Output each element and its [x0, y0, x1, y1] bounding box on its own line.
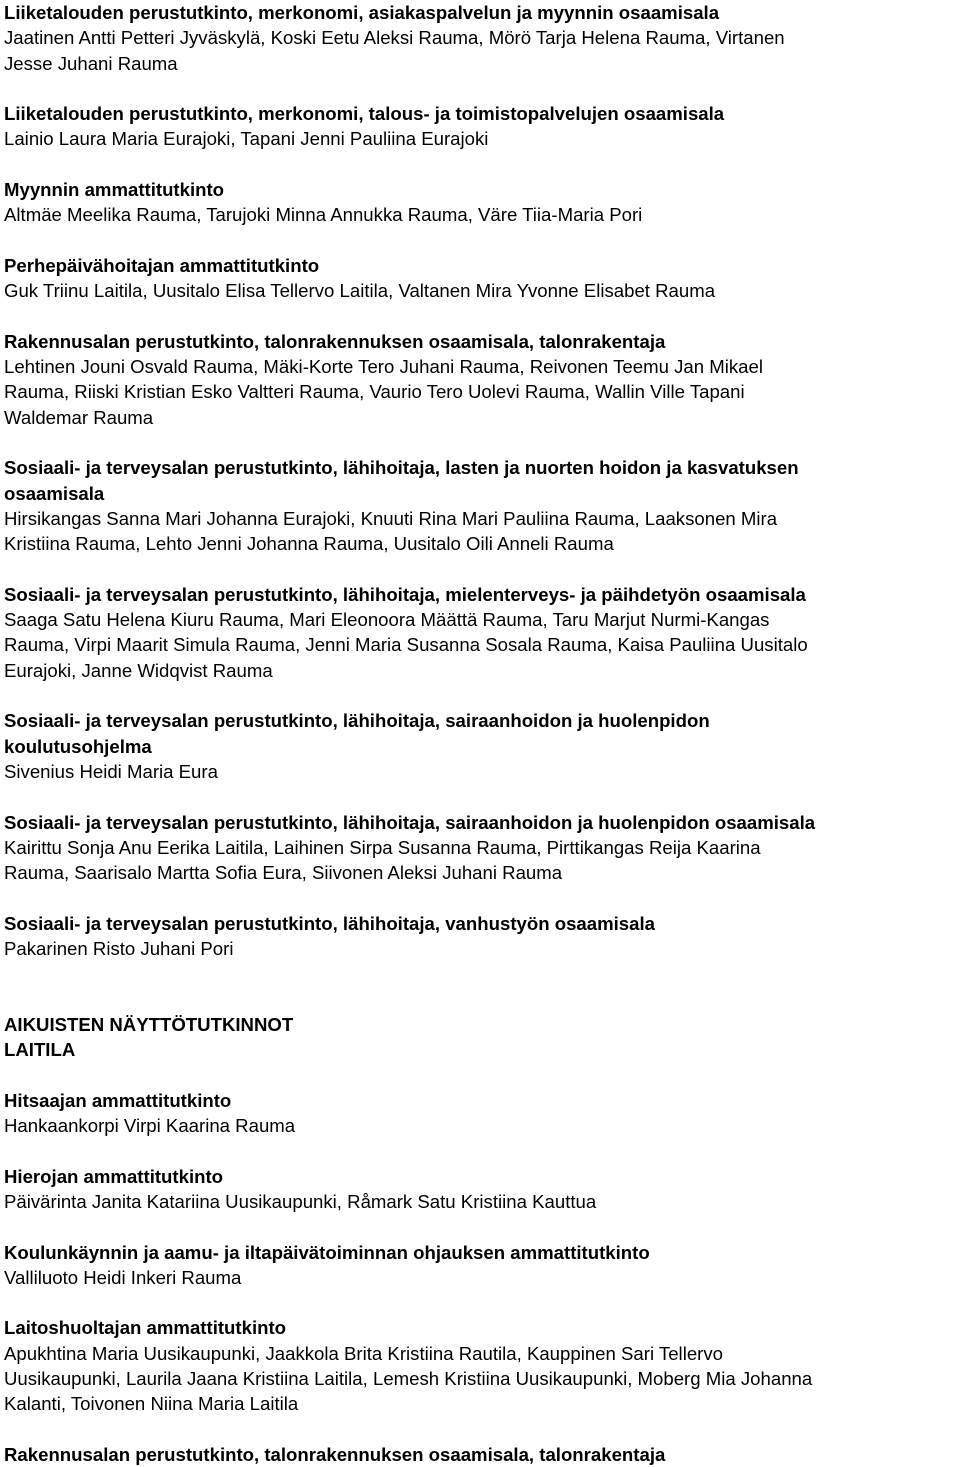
degree-heading: Sosiaali- ja terveysalan perustutkinto, lähihoitaja, lasten ja nuorten hoidon ja kasvatuksen [4, 457, 799, 479]
degree-section [4, 329, 956, 430]
spacer [4, 152, 956, 177]
degree-section [4, 1240, 956, 1291]
graduate-names: Eurajoki, Janne Widqvist Rauma [4, 659, 273, 681]
part2-sections [4, 1088, 956, 1467]
graduate-names: Guk Triinu Laitila, Uusitalo Elisa Tellervo Laitila, Valtanen Mira Yvonne Elisabet Rauma [4, 280, 716, 302]
graduate-names: Kalanti, Toivonen Niina Maria Laitila [4, 1393, 299, 1415]
graduate-names: Rauma, Virpi Maarit Simula Rauma, Jenni Maria Susanna Sosala Rauma, Kaisa Pauliina Uusitalo [4, 634, 808, 656]
section-title: AIKUISTEN NÄYTTÖTUTKINNOT [4, 1013, 294, 1035]
section-location: LAITILA [4, 1039, 76, 1061]
spacer [4, 784, 956, 809]
degree-section [4, 1088, 956, 1139]
graduate-names: Hankaankorpi Virpi Kaarina Rauma [4, 1115, 296, 1137]
graduate-names: Altmäe Meelika Rauma, Tarujoki Minna Annukka Rauma, Väre Tiia-Maria Pori [4, 204, 643, 226]
degree-section [4, 911, 956, 962]
graduate-names: Rauma, Riiski Kristian Esko Valtteri Rauma, Vaurio Tero Uolevi Rauma, Wallin Ville Tapani [4, 381, 745, 403]
degree-heading: Perhepäivähoitajan ammattitutkinto [4, 254, 320, 276]
graduate-names: Kairittu Sonja Anu Eerika Laitila, Laihinen Sirpa Susanna Rauma, Pirttikangas Reija Kaarina [4, 836, 761, 858]
graduate-names: Jaatinen Antti Petteri Jyväskylä, Koski Eetu Aleksi Rauma, Mörö Tarja Helena Rauma, Virtanen [4, 27, 785, 49]
degree-heading: Sosiaali- ja terveysalan perustutkinto, lähihoitaja, sairaanhoidon ja huolenpidon osaamisala [4, 811, 816, 833]
degree-heading: Hierojan ammattitutkinto [4, 1165, 224, 1187]
graduate-names: Hirsikangas Sanna Mari Johanna Eurajoki, Knuuti Rina Mari Pauliina Rauma, Laaksonen Mira [4, 507, 778, 529]
graduate-names: Apukhtina Maria Uusikaupunki, Jaakkola Brita Kristiina Rautila, Kauppinen Sari Tellervo [4, 1342, 723, 1364]
spacer [4, 1062, 956, 1087]
degree-heading: Laitoshuoltajan ammattitutkinto [4, 1317, 287, 1339]
degree-heading: Liiketalouden perustutkinto, merkonomi, talous- ja toimistopalvelujen osaamisala [4, 103, 725, 125]
graduate-names: Saaga Satu Helena Kiuru Rauma, Mari Eleonoora Määttä Rauma, Taru Marjut Nurmi-Kangas [4, 609, 770, 631]
graduate-names: Päivärinta Janita Katariina Uusikaupunki, Råmark Satu Kristiina Kauttua [4, 1190, 597, 1212]
degree-section [4, 1164, 956, 1215]
graduate-names: Lehtinen Jouni Osvald Rauma, Mäki-Korte Tero Juhani Rauma, Reivonen Teemu Jan Mikael [4, 356, 763, 378]
spacer [4, 76, 956, 101]
graduate-names: Uusikaupunki, Laurila Jaana Kristiina Laitila, Lemesh Kristiina Uusikaupunki, Moberg Mia Johanna [4, 1368, 813, 1390]
graduate-names: Waldemar Rauma [4, 406, 154, 428]
spacer [4, 683, 956, 708]
graduate-names: Lainio Laura Maria Eurajoki, Tapani Jenni Pauliina Eurajoki [4, 128, 489, 150]
degree-heading: Hitsaajan ammattitutkinto [4, 1089, 232, 1111]
degree-heading: Sosiaali- ja terveysalan perustutkinto, lähihoitaja, mielenterveys- ja päihdetyön osaamisala [4, 583, 806, 605]
spacer [4, 1214, 956, 1239]
degree-heading: Myynnin ammattitutkinto [4, 179, 225, 201]
degree-section [4, 0, 956, 76]
spacer [4, 1290, 956, 1315]
graduate-names: Sivenius Heidi Maria Eura [4, 760, 218, 782]
degree-heading: Rakennusalan perustutkinto, talonrakennuksen osaamisala, talonrakentaja [4, 1443, 666, 1465]
graduate-names: Jesse Juhani Rauma [4, 52, 178, 74]
graduate-names: Valliluoto Heidi Inkeri Rauma [4, 1266, 242, 1288]
degree-heading: Rakennusalan perustutkinto, talonrakennuksen osaamisala, talonrakentaja [4, 330, 666, 352]
spacer [4, 557, 956, 582]
spacer [4, 304, 956, 329]
degree-section [4, 1315, 956, 1416]
graduate-names: Rauma, Saarisalo Martta Sofia Eura, Siivonen Aleksi Juhani Rauma [4, 862, 563, 884]
part1-sections [4, 0, 956, 961]
degree-heading: Koulunkäynnin ja aamu- ja iltapäivätoiminnan ohjauksen ammattitutkinto [4, 1241, 650, 1263]
degree-section [4, 253, 956, 304]
section-title-block [4, 1012, 956, 1063]
degree-section [4, 455, 956, 556]
degree-heading: Sosiaali- ja terveysalan perustutkinto, lähihoitaja, sairaanhoidon ja huolenpidon [4, 710, 710, 732]
degree-section [4, 177, 956, 228]
spacer [4, 228, 956, 253]
degree-section [4, 101, 956, 152]
degree-section [4, 708, 956, 784]
degree-heading: Liiketalouden perustutkinto, merkonomi, asiakaspalvelun ja myynnin osaamisala [4, 2, 720, 23]
degree-section [4, 810, 956, 886]
degree-heading: koulutusohjelma [4, 735, 152, 757]
spacer [4, 1138, 956, 1163]
spacer [4, 430, 956, 455]
spacer [4, 961, 956, 1012]
degree-heading: osaamisala [4, 482, 105, 504]
graduate-names: Kristiina Rauma, Lehto Jenni Johanna Rauma, Uusitalo Oili Anneli Rauma [4, 533, 614, 555]
degree-heading: Sosiaali- ja terveysalan perustutkinto, lähihoitaja, vanhustyön osaamisala [4, 912, 655, 934]
spacer [4, 1417, 956, 1442]
degree-section [4, 582, 956, 683]
spacer [4, 885, 956, 910]
degree-section [4, 1442, 956, 1467]
graduate-names: Pakarinen Risto Juhani Pori [4, 937, 234, 959]
